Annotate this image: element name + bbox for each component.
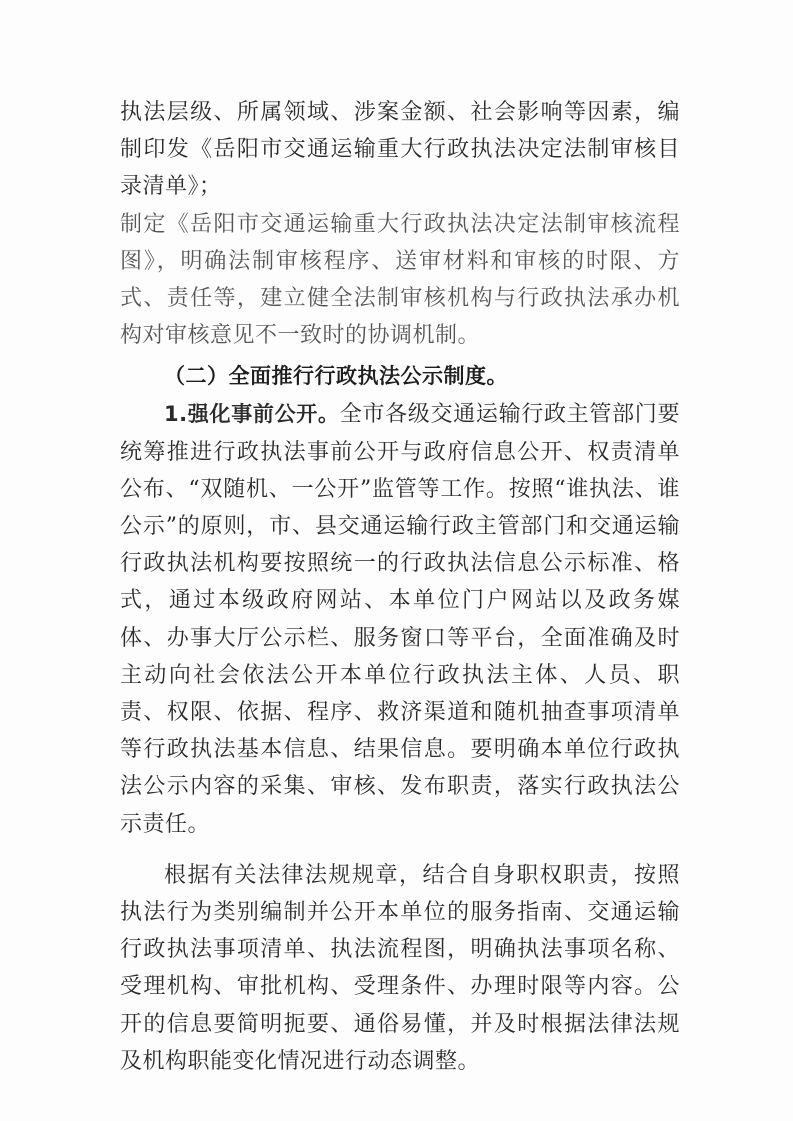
section-heading: （二）全面推行行政执法公示制度。 — [164, 364, 508, 389]
document-body — [120, 94, 680, 1080]
paragraph-item-1 — [120, 396, 680, 842]
paragraph-continued: 执法层级、所属领域、涉案金额、社会影响等因素，编制印发《岳阳市交通运输重大行政执法决定法制审核目录清单》； — [120, 100, 680, 200]
item-1-lead: 1.强化事前公开。 — [164, 402, 340, 427]
paragraph-service-guide: 根据有关法律法规规章，结合自身职权职责，按照执法行为类别编制并公开本单位的服务指南、交通运输行政执法事项清单、执法流程图，明确执法事项名称、受理机构、审批机构、受理条件、办理时限等内容。公开的信息要简明扼要、通俗易懂，并及时根据法律法规及机构职能变化情况进行动态调整。 — [120, 862, 680, 1074]
item-1-body: 全市各级交通运输行政主管部门要统筹推进行政执法事前公开与政府信息公开、权责清单公布、“双随机、一公开”监管等工作。按照“谁执法、谁公示”的原则，市、县交通运输行政主管部门和交通运输行政执法机构要按照统一的行政执法信息公示标准、格式，通过本级政府网站、本单位门户网站以及政务媒体、办事大厅公示栏、服务窗口等平台，全面准确及时主动向社会依法公开本单位行政执法主体、人员、职责、权限、依据、程序、救济渠道和随机抽查事项清单等行政执法基本信息、结果信息。要明确本单位行政执法公示内容的采集、审核、发布职责，落实行政执法公示责任。 — [120, 402, 680, 837]
paragraph-flowchart: 制定《岳阳市交通运输重大行政执法决定法制审核流程图》，明确法制审核程序、送审材料和审核的时限、方式、责任等，建立健全法制审核机构与行政执法承办机构对审核意见不一致时的协调机制。 — [120, 211, 680, 349]
paragraph-gap — [120, 843, 680, 857]
